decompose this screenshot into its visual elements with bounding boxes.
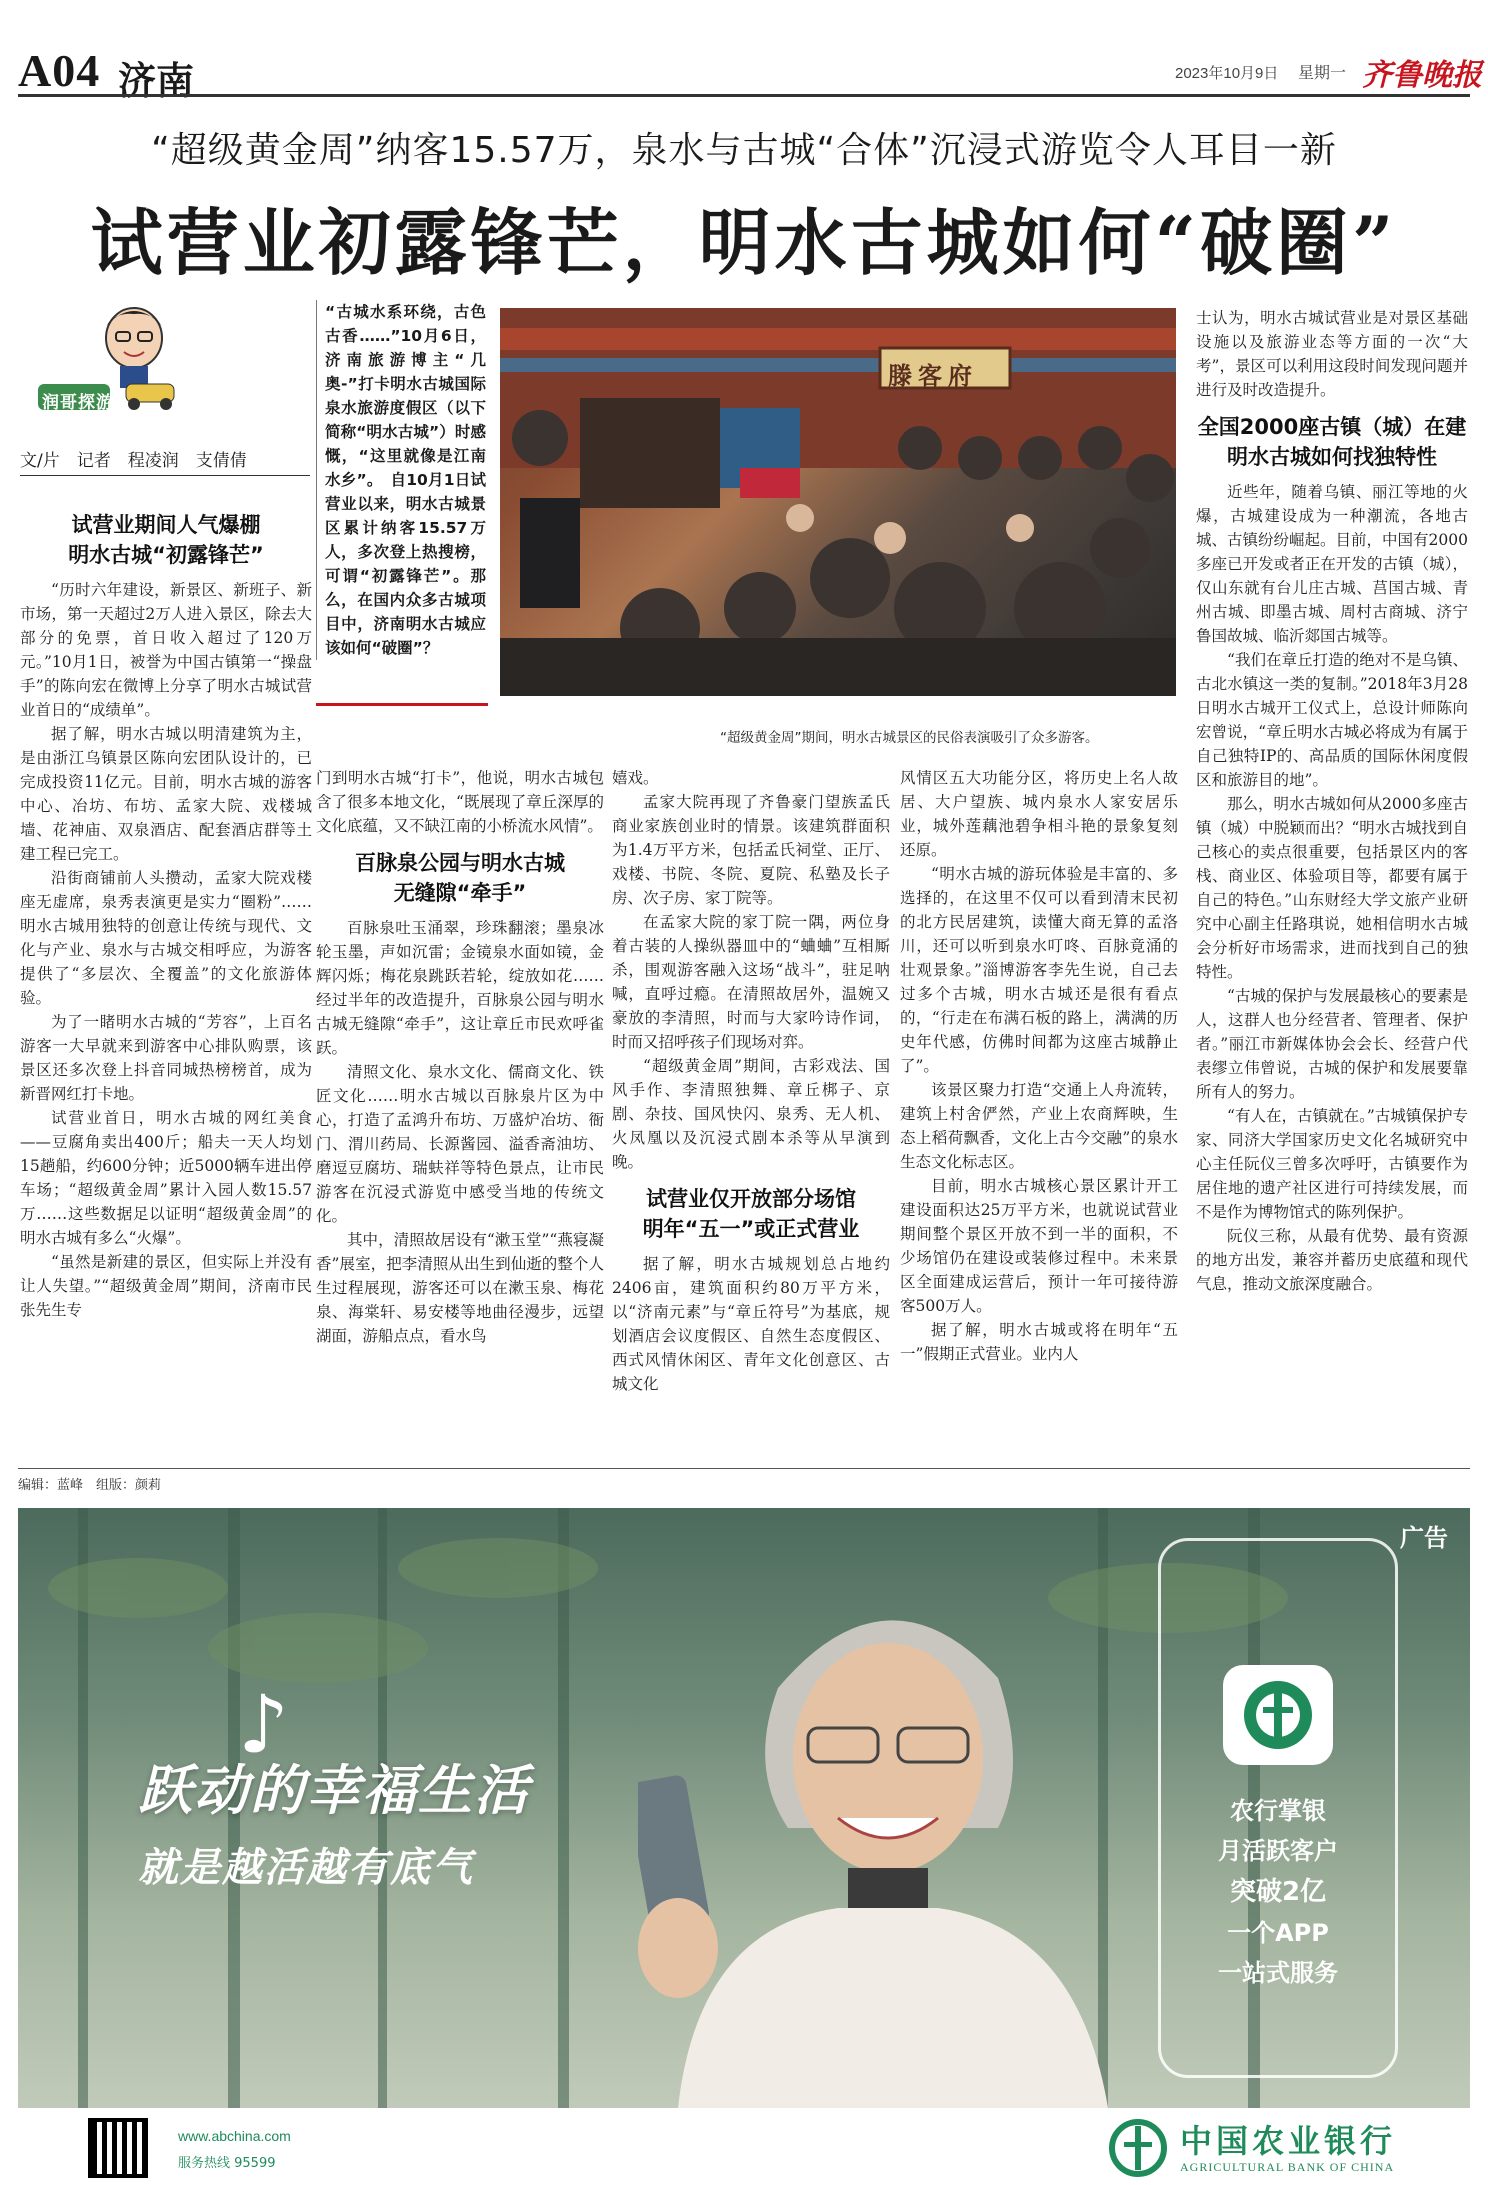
paragraph-continued: 风情区五大功能分区，将历史上名人故居、大户望族、城内泉水人家安居乐业，城外莲藕池碧争相斗艳的景象复刻还原。 (900, 769, 1178, 859)
footer-rule (18, 1468, 1470, 1469)
intro-bottom-rule (316, 703, 488, 706)
paragraph: 近些年，随着乌镇、丽江等地的火爆，古城建设成为一种潮流，各地古城、古镇纷纷崛起。目前，中国有2000多座已开发或者正在开发的古镇（城），仅山东就有台儿庄古城、莒国古城、青州古城、即墨古城、周村古商城、济宁鲁国故城、临沂郯国古城等。 (1196, 483, 1468, 645)
phone-line-4: 一个APP (1227, 1919, 1329, 1947)
paragraph: 沿街商铺前人头攒动，孟家大院戏楼座无虚席，泉秀表演更是实力“圈粉”……明水古城用独特的创意让传统与现代、文化与产业、泉水与古城交相呼应，为游客提供了“多层次、全覆盖”的文化旅游体验。 (20, 869, 312, 1007)
paragraph: “超级黄金周”期间，古彩戏法、国风手作、李清照独舞、章丘梆子、京剧、杂技、国风快闪、泉秀、无人机、火凤凰以及沉浸式剧本杀等从早演到晚。 (612, 1057, 890, 1171)
paragraph-continued: 门到明水古城“打卡”，他说，明水古城包含了很多本地文化，“既展现了章丘深厚的文化底蕴，又不缺江南的小桥流水风情”。 (316, 769, 604, 835)
abc-app-icon[interactable] (1223, 1665, 1333, 1765)
ad-slogan-main: 跃动的幸福生活 (138, 1758, 530, 1822)
paragraph: “有人在，古镇就在。”古城镇保护专家、同济大学国家历史文化名城研究中心主任阮仪三曾多次呼吁，古镇要作为居住地的遗产社区进行可持续发展，而不是作为博物馆式的陈列保护。 (1196, 1107, 1468, 1221)
issue-weekday: 星期一 (1298, 65, 1347, 82)
issue-date: 2023年10月9日 (1175, 65, 1279, 82)
abc-logo-icon (1223, 1665, 1333, 1765)
section-name: 济南 (118, 58, 195, 103)
qr-code-icon[interactable] (88, 2118, 148, 2178)
paragraph: 试营业首日，明水古城的网红美食——豆腐角卖出400斤；船夫一天人均划15趟船，约600分钟；近5000辆车进出停车场；“超级黄金周”累计入园人数15.57万……这些数据足以证明“超级黄金周”的明水古城有多么“火爆”。 (20, 1109, 312, 1247)
intro-text: “古城水系环绕，古色古香……”10月6日，济南旅游博主“几奥-”打卡明水古城国际泉水旅游度假区（以下简称“明水古城”）时感慨，“这里就像是江南水乡”。 自10月1日试营业以来，明水古城景区累计纳客15.57万人，多次登上热搜榜，可谓“初露锋芒”。那么，在国内众多古城项目中，济南明水古城应该如何“破圈”？ (325, 303, 486, 657)
column-logo (34, 300, 184, 420)
page-number: A04 (18, 45, 101, 96)
header-rule (18, 94, 1470, 97)
section-heading-3: 试营业仅开放部分场馆 明年“五一”或正式营业 (642, 1187, 860, 1241)
ad-hotline: 服务热线 95599 (178, 2156, 276, 2171)
section-heading-4: 全国2000座古镇（城）在建 明水古城如何找独特性 (1197, 415, 1467, 469)
ad-tag: 广告 (1400, 1524, 1448, 1552)
article-headline: 试营业初露锋芒，明水古城如何“破圈” (90, 200, 1398, 285)
paragraph: 该景区聚力打造“交通上人舟流转，建筑上村舍俨然，产业上农商辉映，生态上稻荷飘香，文化上古今交融”的泉水生态文化标志区。 (900, 1081, 1178, 1171)
phone-frame (1158, 1538, 1398, 2078)
ad-slogan-sub: 就是越活越有底气 (138, 1844, 474, 1891)
paragraph: 为了一睹明水古城的“芳容”，上百名游客一大早就来到游客中心排队购票，该景区还多次登上抖音同城热榜榜首，成为新晋网红打卡地。 (20, 1013, 312, 1103)
abc-bank-logo-icon (1108, 2118, 1168, 2178)
ad-footer-bar (18, 2108, 1470, 2185)
paragraph: 那么，明水古城如何从2000多座古镇（城）中脱颖而出？“明水古城找到自己核心的卖点很重要，包括景区内的客栈、商业区、体验项目等，都要有属于自己的特色。”山东财经大学文旅产业研究中心副主任路琪说，她相信明水古城会分析好市场需求，进而找到自己的独特性。 (1196, 795, 1468, 981)
phone-line-5: 一站式服务 (1218, 1959, 1338, 1987)
section-heading-2: 百脉泉公园与明水古城 无缝隙“牵手” (355, 851, 565, 905)
paragraph: “我们在章丘打造的绝对不是乌镇、古北水镇这一类的复制。”2018年3月28日明水古城开工仪式上，总设计师陈向宏曾说，“章丘明水古城必将成为有属于自己独特IP的、高品质的国际休闲度假区和旅游目的地”。 (1196, 651, 1468, 789)
byline: 文/片 记者 程凌润 支倩倩 (20, 451, 247, 471)
paragraph: 其中，清照故居设有“漱玉堂”“燕寝凝香”展室，把李清照从出生到仙逝的整个人生过程展现，游客还可以在漱玉泉、梅花泉、海棠轩、易安楼等地曲径漫步，远望湖面，游船点点，看水鸟 (316, 1231, 604, 1345)
paragraph: “历时六年建设，新景区、新班子、新市场，第一天超过2万人进入景区，除去大部分的免票，首日收入超过了120万元。”10月1日，被誉为中国古镇第一“操盘手”的陈向宏在微博上分享了明水古城试营业首日的“成绩单”。 (20, 581, 312, 719)
column-tag: 润哥探游 (42, 393, 114, 413)
phone-line-3: 突破2亿 (1229, 1877, 1327, 1907)
column-3 (612, 766, 890, 1396)
paragraph: 据了解，明水古城规划总占地约2406亩，建筑面积约80万平方米，以“济南元素”与“章丘符号”为基底，规划酒店会议度假区、自然生态度假区、西式风情休闲区、青年文化创意区、古城文化 (612, 1255, 890, 1393)
photo-sign-text: 滕客府 (888, 361, 978, 390)
bank-name-cn: 中国农业银行 (1180, 2122, 1397, 2160)
column-5 (1196, 306, 1468, 1296)
phone-line-1: 农行掌银 (1230, 1797, 1326, 1825)
news-photo (500, 308, 1176, 696)
paragraph: 在孟家大院的家丁院一隅，两位身着古装的人操纵器皿中的“蛐蛐”互相厮杀，围观游客融入这场“战斗”，驻足呐喊，直呼过瘾。在清照故居外，温婉又豪放的李清照，时而与大家吟诗作词，时而又招呼孩子们现场对弈。 (612, 913, 890, 1051)
music-note-icon: ♪ (238, 1678, 290, 1771)
editor-credit: 编辑：蓝峰 组版：颜莉 (18, 1478, 162, 1493)
paragraph: “古城的保护与发展最核心的要素是人，这群人也分经营者、管理者、保护者。”丽江市新媒体协会会长、经营户代表缪立伟曾说，古城的保护和发展要靠所有人的努力。 (1196, 987, 1468, 1101)
newspaper-logo: 齐鲁晚报 (1362, 58, 1482, 93)
column-4 (900, 766, 1178, 1366)
paragraph-continued: 嬉戏。 (612, 769, 659, 787)
bank-name-en: AGRICULTURAL BANK OF CHINA (1180, 2160, 1395, 2174)
smiling-woman-photo (638, 1568, 1138, 2108)
paragraph: 据了解，明水古城以明清建筑为主，是由浙江乌镇景区陈向宏团队设计的，已完成投资11亿元。目前，明水古城的游客中心、冶坊、布坊、孟家大院、戏楼城墙、花神庙、双泉酒店、配套酒店群等土建工程已完工。 (20, 725, 312, 863)
paragraph: 阮仪三称，从最有优势、最有资源的地方出发，兼容并蓄历史底蕴和现代气息，推动文旅深度融合。 (1196, 1227, 1468, 1293)
photo-caption: “超级黄金周”期间，明水古城景区的民俗表演吸引了众多游客。 (720, 730, 1099, 746)
column-2 (316, 766, 604, 1348)
ad-website[interactable]: www.abchina.com (178, 2128, 291, 2144)
paragraph: 清照文化、泉水文化、儒商文化、铁匠文化……明水古城以百脉泉片区为中心，打造了孟鸿升布坊、万盛炉冶坊、衙门、渭川药局、长源酱园、溢香斋油坊、磨逗豆腐坊、瑞蚨祥等特色景点，让市民游客在沉浸式游览中感受当地的传统文化。 (316, 1063, 604, 1225)
paragraph: 目前，明水古城核心景区累计开工建设面积达25万平方米，也就说试营业期间整个景区开放不到一半的面积，不少场馆仍在建设或装修过程中。未来景区全面建成运营后，预计一年可接待游客500万人。 (900, 1177, 1178, 1315)
column-1 (20, 500, 312, 1322)
article-subheadline: “超级黄金周”纳客15.57万，泉水与古城“合体”沉浸式游览令人耳目一新 (151, 130, 1337, 171)
intro-block (316, 300, 486, 660)
paragraph-continued: 士认为，明水古城试营业是对景区基础设施以及旅游业态等方面的一次“大考”，景区可以利用这段时间发现问题并进行及时改造提升。 (1196, 309, 1468, 399)
phone-line-2: 月活跃客户 (1218, 1837, 1338, 1865)
paragraph: 孟家大院再现了齐鲁豪门望族孟氏商业家族创业时的情景。该建筑群面积为1.4万平方米，包括孟氏祠堂、正厅、戏楼、书院、冬院、夏院、私塾及长子房、次子房、家丁院等。 (612, 793, 890, 907)
byline-rule (20, 475, 310, 476)
crowd-performance-photo (500, 308, 1176, 696)
advertisement[interactable] (18, 1508, 1470, 2185)
paragraph: 百脉泉吐玉涌翠，珍珠翻滚；墨泉冰轮玉墨，声如沉雷；金镜泉水面如镜，金辉闪烁；梅花泉跳跃若轮，绽放如花……经过半年的改造提升，百脉泉公园与明水古城无缝隙“牵手”，这让章丘市民欢呼雀跃。 (316, 919, 604, 1057)
paragraph: “明水古城的游玩体验是丰富的、多选择的，在这里不仅可以看到清末民初的北方民居建筑，读懂大商无算的孟洛川，还可以听到泉水叮咚、百脉竟涌的壮观景象。”淄博游客李先生说，自己去过多个古城，明水古城还是很有看点的，“行走在布满石板的路上，满满的历史年代感，仿佛时间都为这座古城静止了”。 (900, 865, 1178, 1075)
section-heading-1: 试营业期间人气爆棚 明水古城“初露锋芒” (68, 513, 264, 567)
paragraph: 据了解，明水古城或将在明年“五一”假期正式营业。业内人 (900, 1321, 1178, 1363)
paragraph: “虽然是新建的景区，但实际上并没有让人失望。”“超级黄金周”期间，济南市民张先生专 (20, 1253, 312, 1319)
